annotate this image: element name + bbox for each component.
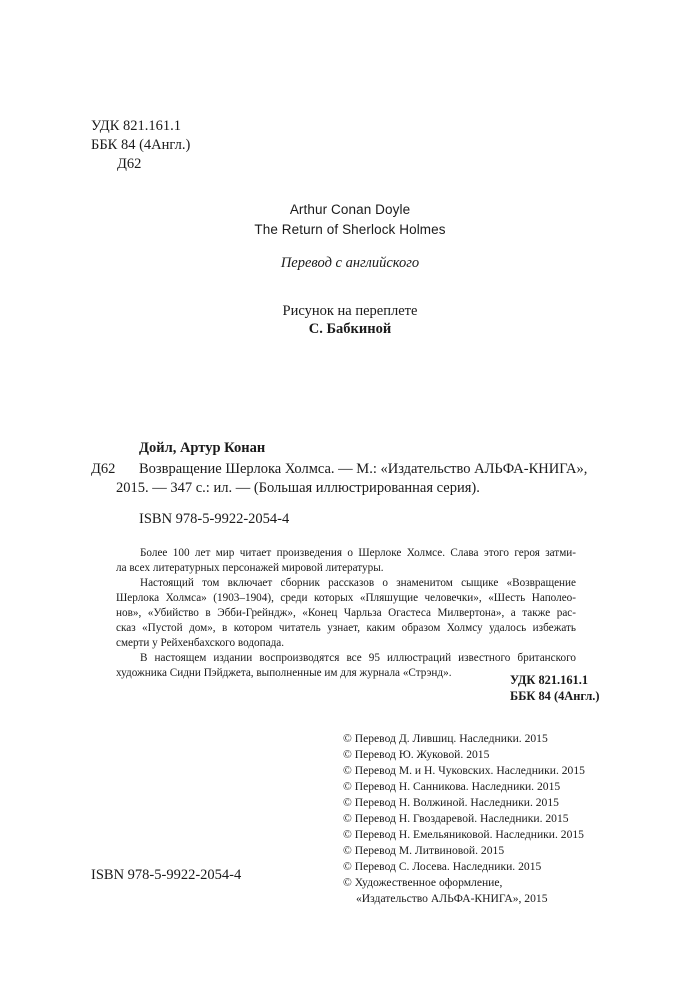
copyright-line: © Перевод Н. Волжиной. Наследники. 2015 [343,796,559,809]
annotation-line: В настоящем издании воспроизводятся все 95 иллюстраций известного британского [140,652,576,664]
top-udk-code: УДК 821.161.1 [91,118,181,134]
original-author: Arthur Conan Doyle [289,202,411,217]
annotation-line: смерти у Рейхенбахского водопада. [116,637,285,649]
annotation-line: ла всех литературных персонажей мировой литературы. [116,562,384,574]
cover-art-artist: С. Бабкиной [308,321,392,337]
copyright-line: © Перевод Н. Санникова. Наследники. 2015 [343,780,561,793]
annotation-line: Более 100 лет мир читает произведения о Шерлоке Холмсе. Слава этого героя затми- [140,547,576,559]
top-bbk-code: ББК 84 (4Англ.) [91,137,191,153]
copyright-line: © Перевод М. и Н. Чуковских. Наследники. 2015 [343,764,585,777]
annotation-line: Настоящий том включает сборник рассказов о знаменитом сыщике «Возвращение [140,577,576,589]
bottom-bbk-code: ББК 84 (4Англ.) [510,689,600,703]
original-title: The Return of Sherlock Holmes [254,222,446,237]
copyright-line: © Перевод Ю. Жуковой. 2015 [343,748,490,761]
catalog-author-heading: Дойл, Артур Конан [139,440,266,456]
bottom-udk-code: УДК 821.161.1 [510,673,589,687]
annotation-line: сказ «Пустой дом», в котором читатель узнает, каким образом Холмсу удалось избежать [116,622,576,634]
translation-note: Перевод с английского [280,255,420,271]
annotation-line: нов», «Убийство в Эбби-Грейндж», «Конец Чарльза Огастеса Милвертона», а также рас- [116,607,576,619]
catalog-description-line-1: Возвращение Шерлока Холмса. — М.: «Издательство АЛЬФА-КНИГА», [139,461,588,477]
copyright-line: © Перевод М. Литвиновой. 2015 [343,844,505,857]
annotation-line: Шерлока Холмса» (1903–1904), среди которых «Пляшущие человечки», «Шесть Наполео- [116,592,576,604]
copyright-line: © Перевод С. Лосева. Наследники. 2015 [343,860,542,873]
catalog-description-line-2: 2015. — 347 с.: ил. — (Большая иллюстрированная серия). [116,480,480,496]
copyright-line: © Перевод Н. Гвоздаревой. Наследники. 2015 [343,812,569,825]
catalog-author-mark: Д62 [91,461,116,477]
copyright-line: © Художественное оформление, [343,876,503,889]
copyright-block [343,731,673,907]
copyright-line: © Перевод Д. Лившиц. Наследники. 2015 [343,732,548,745]
annotation-line: художника Сидни Пэйджета, выполненные им для журнала «Стрэнд». [116,667,452,679]
top-author-mark: Д62 [117,156,142,172]
copyright-line: «Издательство АЛЬФА-КНИГА», 2015 [356,892,548,905]
copyright-line: © Перевод Н. Емельяниковой. Наследники. 2015 [343,828,584,841]
catalog-isbn: ISBN 978-5-9922-2054-4 [139,511,290,527]
cover-art-label: Рисунок на переплете [282,303,418,319]
annotation [116,546,576,681]
bottom-isbn: ISBN 978-5-9922-2054-4 [91,867,242,883]
